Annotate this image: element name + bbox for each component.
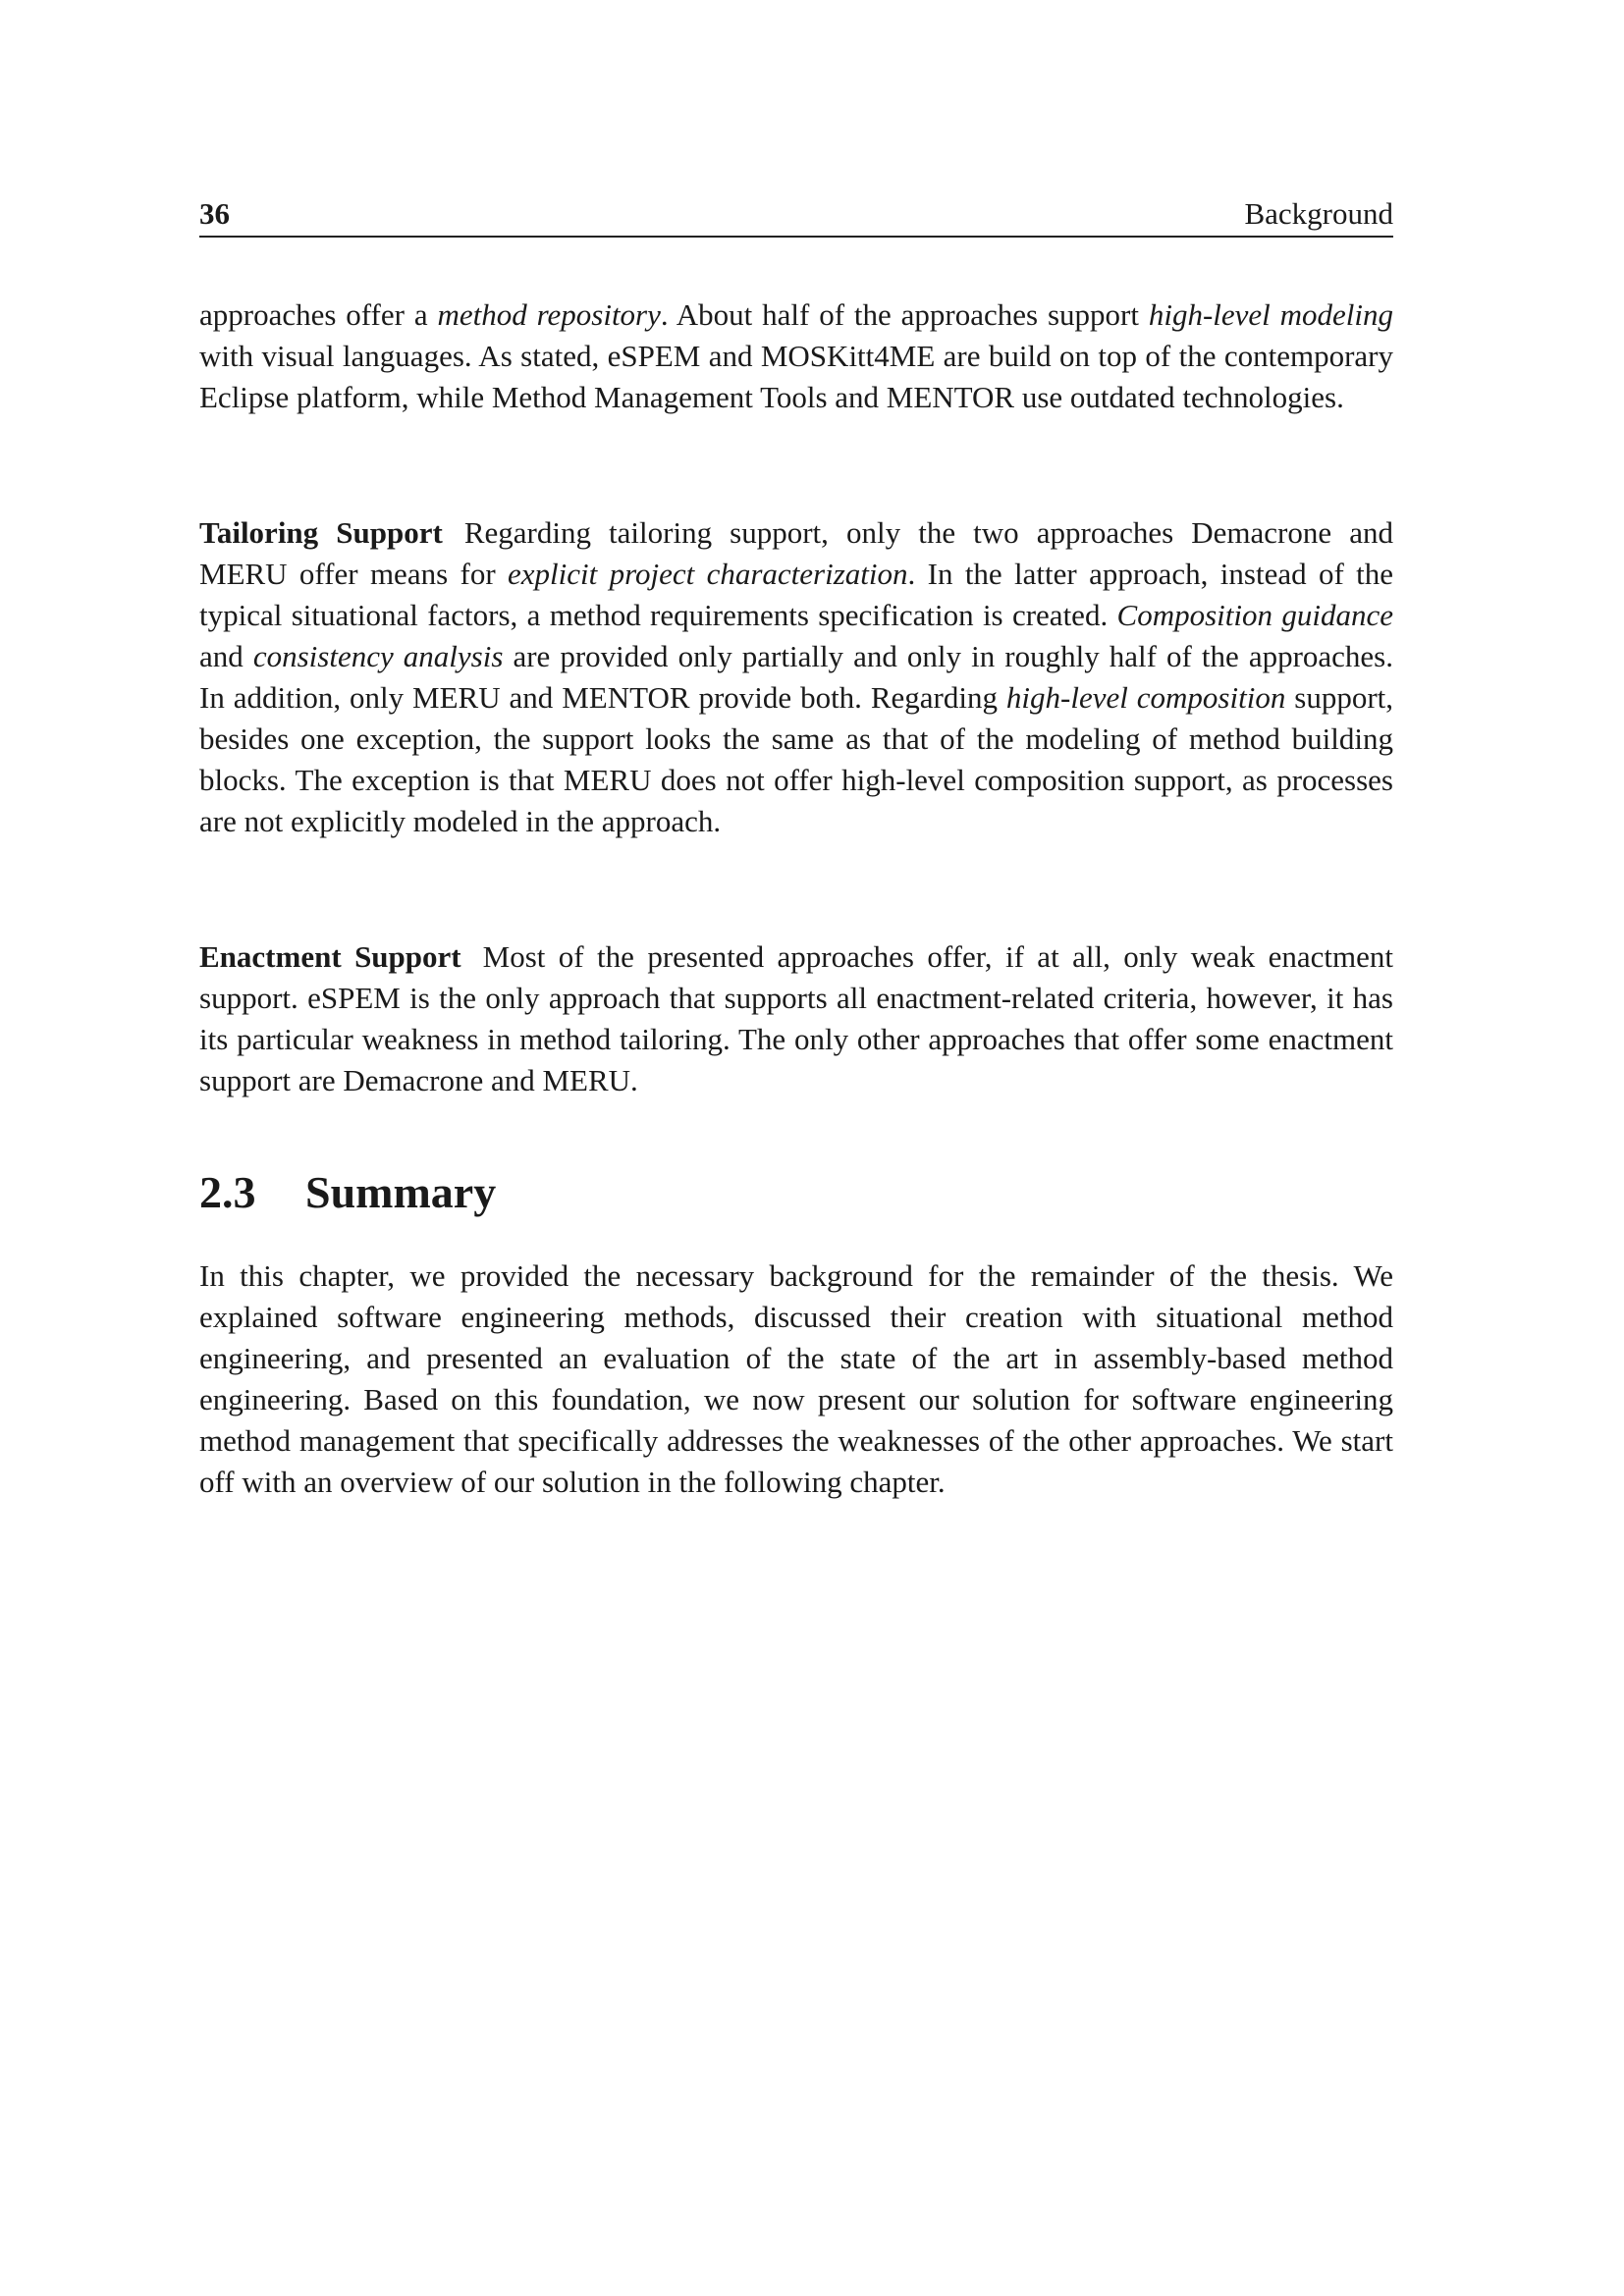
- paragraph-heading: Enactment Support: [199, 939, 461, 974]
- text-run: . About half of the approaches support: [660, 297, 1149, 332]
- text-run: support, besides one exception, the support looks the same as that of the modeling of method building blocks. The exception is that MERU does not offer high-level composition support, as processes are not explicitly modeled in the approach.: [199, 680, 1394, 838]
- running-header: [199, 192, 1393, 238]
- text-run: are provided only partially and only in roughly half of the approaches. In addition, only MERU and MENTOR provide both. Regarding: [199, 639, 1393, 715]
- section-number: 2.3: [199, 1167, 256, 1217]
- section-heading: [199, 1166, 496, 1218]
- text-run: In this chapter, we provided the necessary background for the remainder of the thesis. We explained software engineering methods, discussed their creation with situational method engineering, and presented an evaluation of the state of the art in assembly-based method engineering. Based on this foundation, we now present our solution for software engineering method management that specifically addresses the weaknesses of the other approaches. We start off with an overview of our solution in the following chapter.: [199, 1258, 1393, 1499]
- emphasized-text: high-level modeling: [1148, 297, 1394, 332]
- emphasized-text: explicit project characterization: [508, 557, 908, 591]
- page-number: 36: [199, 196, 230, 231]
- text-run: Regarding tailoring support, only the two approaches Demacrone and MERU offer means for: [199, 515, 1393, 591]
- text-run: Most of the presented approaches offer, if at all, only weak enactment support. eSPEM is the only approach that supports all enactment-related criteria, however, it has its particular weakness in method tailoring. The only other approaches that offer some enactment support are Demacrone and MERU.: [199, 939, 1393, 1097]
- paragraph-intro: [199, 294, 1393, 418]
- text-run: with visual languages. As stated, eSPEM and MOSKitt4ME are build on top of the contemporary Eclipse platform, while Method Management Tools and MENTOR use outdated technologies.: [199, 339, 1393, 414]
- emphasized-text: high-level composition: [1005, 680, 1286, 715]
- emphasized-text: Composition guidance: [1116, 598, 1393, 632]
- text-run: and: [199, 639, 253, 673]
- section-title: Summary: [305, 1167, 497, 1217]
- emphasized-text: method repository: [437, 297, 661, 332]
- paragraph-tailoring-support: [199, 512, 1393, 842]
- chapter-title: Background: [1244, 196, 1393, 231]
- paragraph-enactment-support: [199, 936, 1393, 1101]
- emphasized-text: consistency analysis: [252, 639, 504, 673]
- paragraph-heading: Tailoring Support: [199, 515, 443, 550]
- text-run: . In the latter approach, instead of the typical situational factors, a method requirements specification is created.: [199, 557, 1394, 632]
- paragraph-summary: [199, 1255, 1393, 1503]
- text-run: approaches offer a: [199, 297, 438, 332]
